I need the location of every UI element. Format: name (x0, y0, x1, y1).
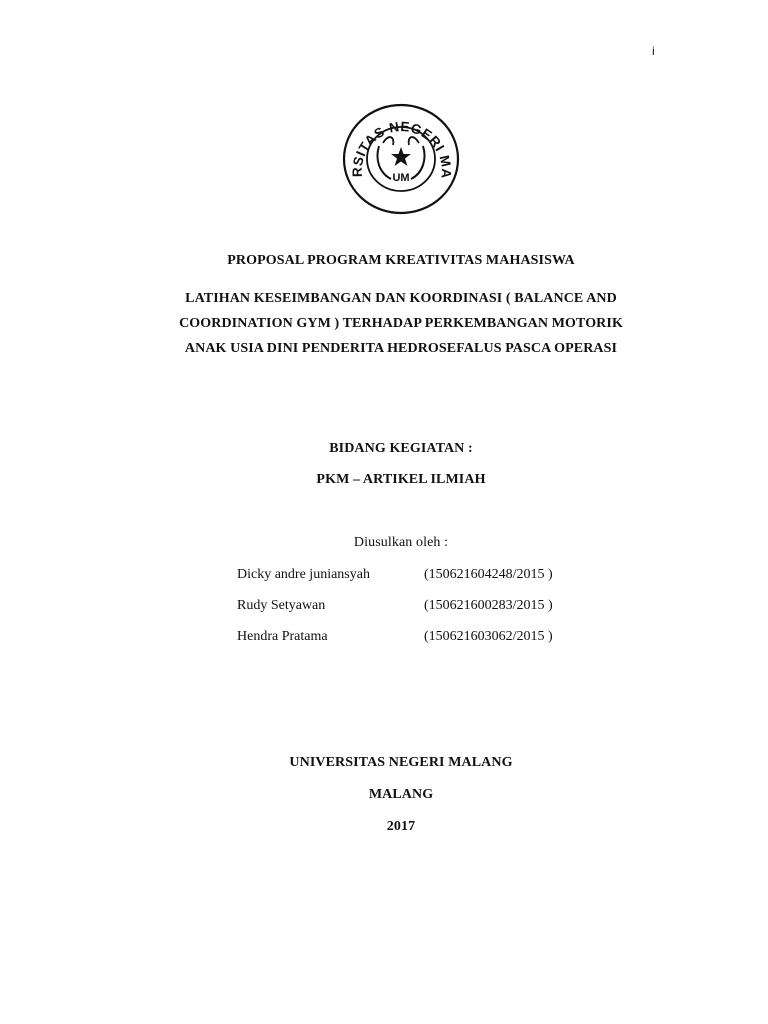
title-line: COORDINATION GYM ) TERHADAP PERKEMBANGAN MOTORIK (179, 316, 623, 331)
member-name: Rudy Setyawan (237, 598, 326, 613)
page-number: i (652, 44, 655, 58)
year: 2017 (386, 819, 416, 834)
institution-name: UNIVERSITAS NEGERI MALANG (289, 755, 513, 770)
member-nim: (150621604248/2015 ) (424, 567, 553, 582)
member-nim: (150621603062/2015 ) (424, 629, 553, 644)
member-nim: (150621600283/2015 ) (424, 598, 553, 613)
city-name: MALANG (368, 787, 434, 802)
svg-text:UNIVERSITAS NEGERI MALANG: RSITAS NEGERI MA (349, 118, 454, 180)
member-name: Dicky andre juniansyah (237, 567, 370, 582)
svg-text:UM: UM (392, 172, 410, 184)
university-seal-icon (341, 103, 461, 215)
field-label: BIDANG KEGIATAN : (329, 441, 473, 456)
title-line: LATIHAN KESEIMBANGAN DAN KOORDINASI ( BALANCE AND (185, 291, 617, 306)
proposal-heading: PROPOSAL PROGRAM KREATIVITAS MAHASISWA (227, 253, 575, 268)
proposed-by-label: Diusulkan oleh : (353, 535, 449, 550)
field-value: PKM – ARTIKEL ILMIAH (316, 472, 486, 487)
title-line: ANAK USIA DINI PENDERITA HEDROSEFALUS PASCA OPERASI (184, 341, 618, 356)
member-name: Hendra Pratama (237, 629, 328, 644)
